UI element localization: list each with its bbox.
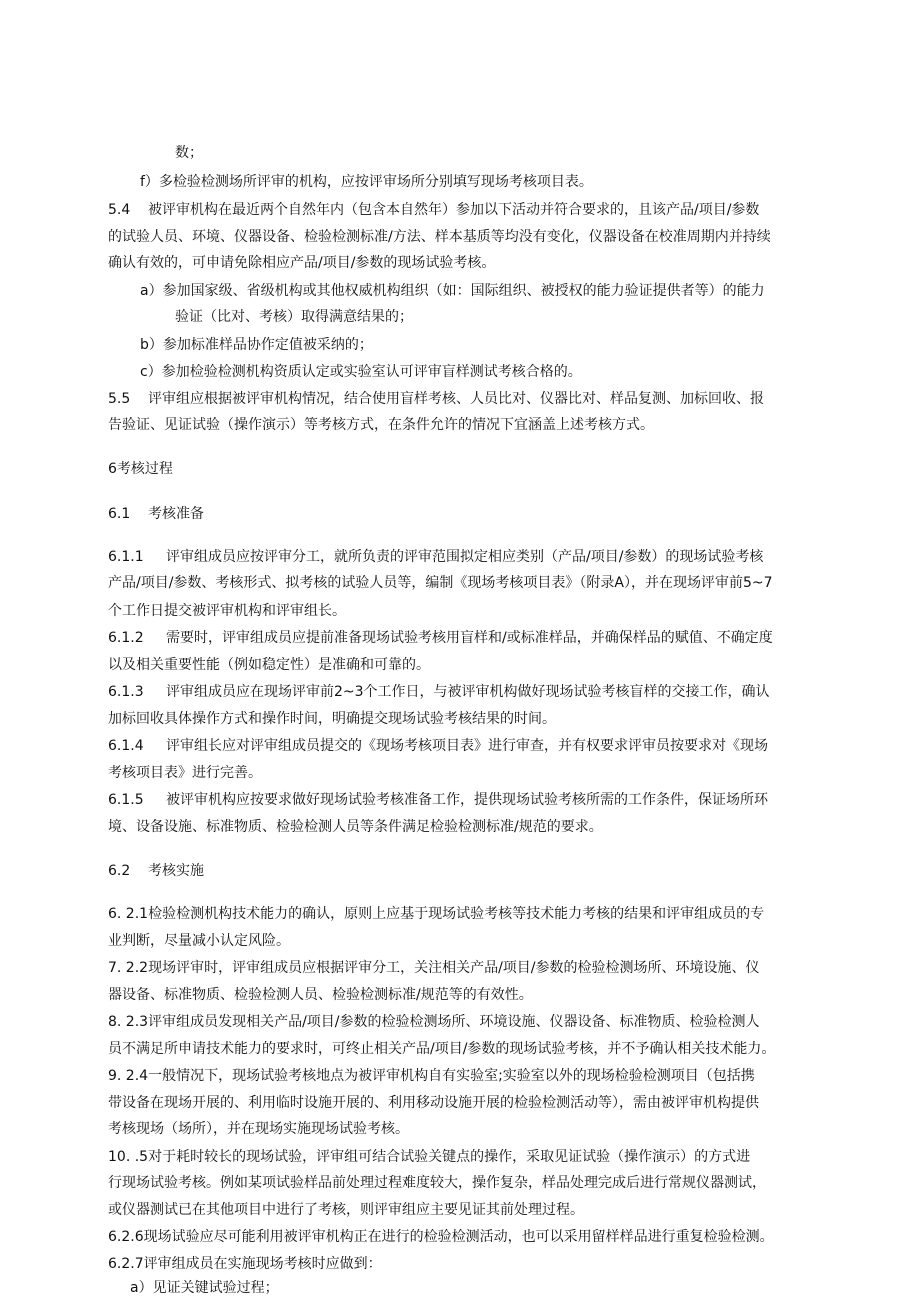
clause-5-5 [108,388,764,411]
subsection-title: 考核准备 [148,505,204,522]
clause-number: 6.1.2 [108,630,144,647]
clause-6-1-1-line-2: 产品/项目/参数、考核形式、拟考核的试验人员等，编制《现场考核项目表》（附录A），并在现场评审前5~7 [108,575,773,592]
list-item-f: f）多检验检测场所评审的机构，应按评审场所分别填写现场考核项目表。 [140,173,593,190]
clause-5-5-line-2: 告验证、见证试验（操作演示）等考核方式，在条件允许的情况下宜涵盖上述考核方式。 [108,417,654,434]
subsection-number: 6.2 [108,862,131,879]
clause-text: 评审组成员应按评审分工，就所负责的评审范围拟定相应类别（产品/项目/参数）的现场试验考核 [166,548,764,565]
clause-5-4-line-2: 的试验人员、环境、仪器设备、检验检测标准/方法、样本基质等均没有变化，仪器设备在校准周期内并持续 [108,228,771,245]
clause-number: 6.1.3 [108,684,144,701]
clause-6-2-2: 7. 2.2现场评审时，评审组成员应根据评审分工，关注相关产品/项目/参数的检验检测场所、环境设施、仪 [108,960,760,976]
clause-6-1-1 [108,546,763,569]
clause-6-1-1-line-3: 个工作日提交被评审机构和评审组长。 [108,602,346,619]
clause-6-2-3-line-2: 员不满足所申请技术能力的要求时，可终止相关产品/项目/参数的现场试验考核，并不予确认相关技术能力。 [108,1040,776,1057]
clause-6-1-3-line-2: 加标回收具体操作方式和操作时间，明确提交现场试验考核结果的时间。 [108,710,556,727]
clause-6-2-6: 6.2.6现场试验应尽可能利用被评审机构正在进行的检验检测活动，也可以采用留样样品进行重复检验检测。 [108,1229,774,1245]
clause-6-1-4-line-2: 考核项目表》进行完善。 [108,764,262,781]
clause-6-2-4-line-2: 带设备在现场开展的、利用临时设施开展的、利用移动设施开展的检验检测活动等），需由被评审机构提供 [108,1094,759,1111]
clause-6-2-7: 6.2.7评审组成员在实施现场考核时应做到： [108,1255,382,1272]
section-heading-6: 6考核过程 [108,461,173,478]
clause-text: 评审组应根据被评审机构情况，结合使用盲样考核、人员比对、仪器比对、样品复测、加标回收、报 [148,390,764,407]
clause-6-2-1-line-2: 业判断，尽量减小认定风险。 [108,932,290,949]
list-item-a-cont: 验证（比对、考核）取得满意结果的； [175,309,413,326]
clause-6-2-4-line-3: 考核现场（场所），并在现场实施现场试验考核。 [108,1121,409,1137]
clause-number: 5.4 [108,202,131,219]
subsection-number: 6.1 [108,505,131,522]
clause-6-1-2 [108,627,773,650]
list-item-a: a）参加国家级、省级机构或其他权威机构组织（如：国际组织、被授权的能力验证提供者等）的能力 [140,282,765,299]
clause-6-1-5 [108,789,768,812]
clause-number: 6.1.5 [108,792,144,809]
clause-6-1-4 [108,735,768,758]
clause-6-2-3: 8. 2.3评审组成员发现相关产品/项目/参数的检验检测场所、环境设施、仪器设备、标准物质、检验检测人 [108,1014,760,1030]
continuation-line: 数； [175,145,203,162]
clause-text: 评审组成员应在现场评审前2~3个工作日，与被评审机构做好现场试验考核盲样的交接工作，确认 [166,684,770,701]
subsection-title: 考核实施 [148,862,204,879]
clause-6-2-5-line-3: 或仪器测试已在其他项目中进行了考核，则评审组应主要见证其前处理过程。 [108,1201,584,1218]
clause-number: 6.1.4 [108,738,144,755]
list-item-c: c）参加检验检测机构资质认定或实验室认可评审盲样测试考核合格的。 [140,364,582,381]
subsection-6-2 [108,860,204,883]
clause-6-1-5-line-2: 境、设备设施、标准物质、检验检测人员等条件满足检验检测标准/规范的要求。 [108,818,603,835]
clause-6-1-3 [108,681,770,704]
clause-6-1-2-line-2: 以及相关重要性能（例如稳定性）是准确和可靠的。 [108,656,430,673]
clause-6-2-1: 6. 2.1检验检测机构技术能力的确认，原则上应基于现场试验考核等技术能力考核的结果和评审组成员的专 [108,906,765,922]
clause-5-4 [108,199,759,222]
list-item-b: b）参加标准样品协作定值被采纳的； [140,336,373,353]
clause-text: 评审组长应对评审组成员提交的《现场考核项目表》进行审查，并有权要求评审员按要求对《现场 [166,738,768,755]
clause-number: 5.5 [108,390,131,407]
clause-6-2-5-line-2: 行现场试验考核。例如某项试验样品前处理过程难度较大，操作复杂，样品处理完成后进行常规仪器测试， [108,1175,766,1191]
clause-6-2-2-line-2: 器设备、标准物质、检验检测人员、检验检测标准/规范等的有效性。 [108,986,533,1003]
clause-text: 需要时，评审组成员应提前准备现场试验考核用盲样和/或标准样品，并确保样品的赋值、不确定度 [166,630,773,647]
clause-text: 被评审机构应按要求做好现场试验考核准备工作，提供现场试验考核所需的工作条件，保证场所环 [166,792,768,809]
list-item-a-final: a）见证关键试验过程； [130,1280,279,1296]
clause-6-2-5: 10. .5对于耗时较长的现场试验，评审组可结合试验关键点的操作，采取见证试验（操作演示）的方式进 [108,1148,751,1165]
clause-text: 被评审机构在最近两个自然年内（包含本自然年）参加以下活动并符合要求的，且该产品/项目/参数 [148,202,760,219]
clause-5-4-line-3: 确认有效的，可申请免除相应产品/项目/参数的现场试验考核。 [108,255,496,272]
clause-6-2-4: 9. 2.4一般情况下，现场试验考核地点为被评审机构自有实验室;实验室以外的现场检验检测项目（包括携 [108,1068,755,1084]
clause-number: 6.1.1 [108,548,144,565]
subsection-6-1 [108,503,204,526]
